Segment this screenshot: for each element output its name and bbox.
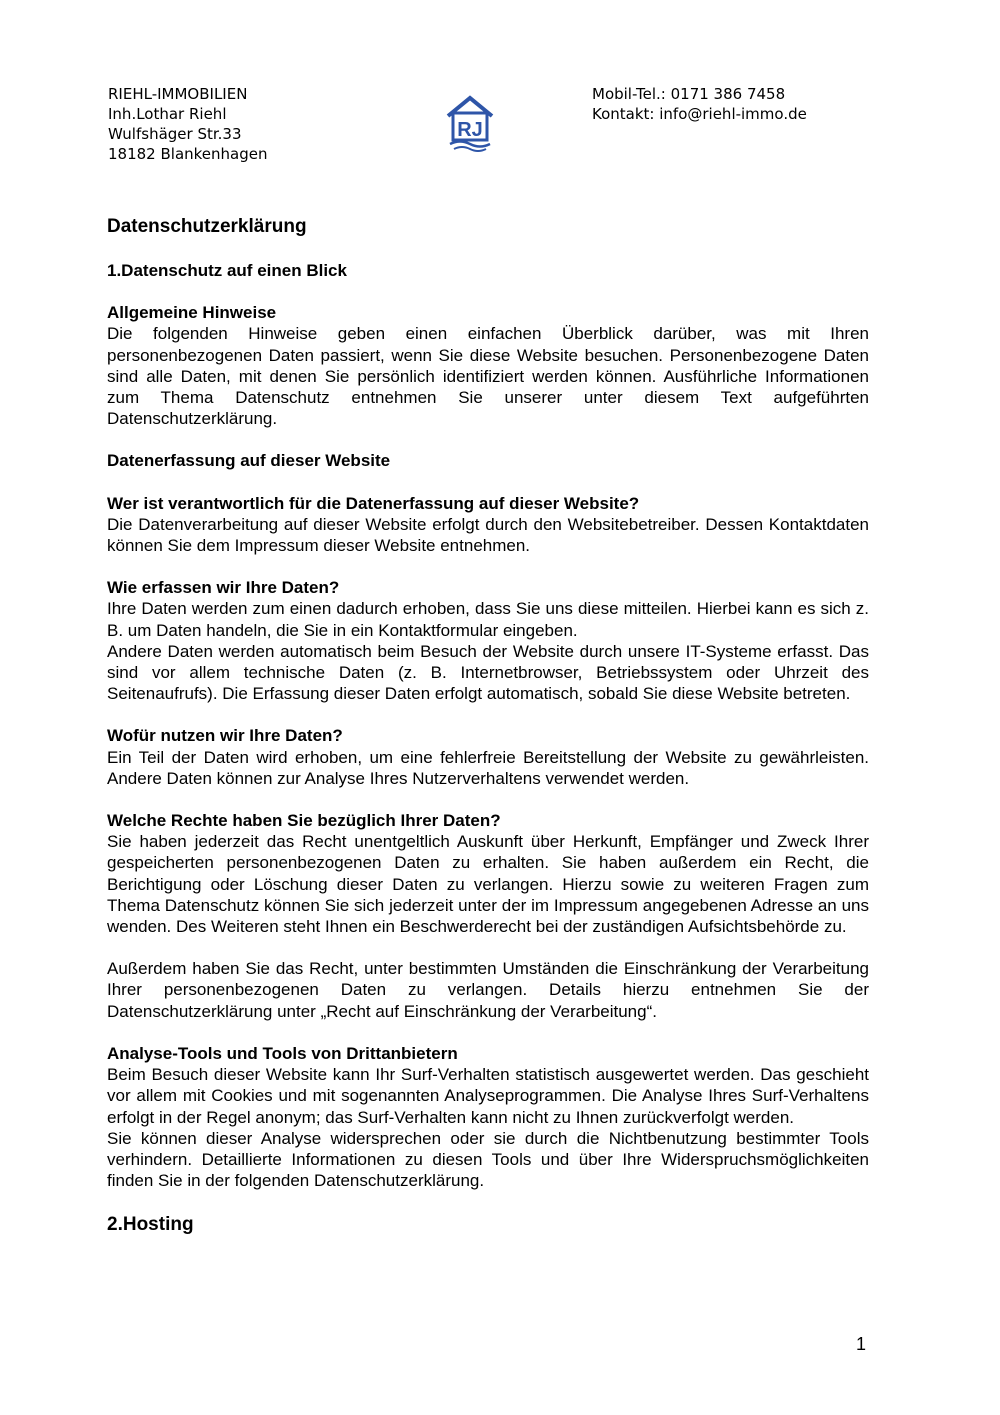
contact-email: Kontakt: info@riehl-immo.de <box>592 105 807 123</box>
section-heading-2: 2.Hosting <box>107 1214 194 1236</box>
company-logo <box>444 94 496 154</box>
paragraph-wie-erfassen-2: Andere Daten werden automatisch beim Besuch der Website durch unsere IT-Systeme erfasst. Das sind vor allem technische Daten (z. B. Internetbrowser, Betriebssystem oder Uhrzeit des Seitenaufrufs). Die Erfassung dieser Daten erfolgt automatisch, sobald Sie diese Website betreten. <box>107 641 869 704</box>
document-title: Datenschutzerklärung <box>107 216 307 237</box>
heading-datenerfassung: Datenerfassung auf dieser Website <box>107 451 391 471</box>
section-heading-1: 1.Datenschutz auf einen Blick <box>107 261 347 280</box>
paragraph-rechte-2: Außerdem haben Sie das Recht, unter bestimmten Umständen die Einschränkung der Verarbeitung Ihrer personenbezogenen Daten zu verlangen. Details hierzu entnehmen Sie der Datenschutzerklärung unter „Recht auf Einschränkung der Verarbeitung“. <box>107 959 869 1021</box>
paragraph-wie-erfassen-1: Ihre Daten werden zum einen dadurch erhoben, dass Sie uns diese mitteilen. Hierbei kann es sich z. B. um Daten handeln, die Sie in ein Kontaktformular eingeben. <box>107 599 869 640</box>
heading-verantwortlich: Wer ist verantwortlich für die Datenerfassung auf dieser Website? <box>107 493 640 513</box>
heading-allgemeine-hinweise: Allgemeine Hinweise <box>107 303 277 323</box>
phone-number: Mobil-Tel.: 0171 386 7458 <box>592 85 786 103</box>
contact-block <box>592 84 807 124</box>
heading-rechte: Welche Rechte haben Sie bezüglich Ihrer Daten? <box>107 811 501 831</box>
paragraph-rechte-1: Sie haben jederzeit das Recht unentgeltlich Auskunft über Herkunft, Empfänger und Zweck Ihrer gespeicherten personenbezogenen Daten zu erhalten. Sie haben außerdem ein Recht, die Berichtigung oder Löschung dieser Daten zu verlangen. Hierzu sowie zu weiteren Fragen zum Thema Datenschutz können Sie sich jederzeit unter der im Impressum angegebenen Adresse an uns wenden. Des Weiteren steht Ihnen ein Beschwerderecht bei der zuständigen Aufsichtsbehörde zu. <box>107 832 869 937</box>
owner-name: Inh.Lothar Riehl <box>108 105 227 123</box>
logo-lettering: RJ <box>457 119 483 141</box>
heading-wie-erfassen: Wie erfassen wir Ihre Daten? <box>107 578 340 598</box>
document-body <box>107 215 869 1237</box>
company-name: RIEHL-IMMOBILIEN <box>108 85 248 103</box>
city-address: 18182 Blankenhagen <box>108 145 268 163</box>
heading-analyse-tools: Analyse-Tools und Tools von Drittanbietern <box>107 1043 458 1063</box>
paragraph-verantwortlich: Die Datenverarbeitung auf dieser Website erfolgt durch den Websitebetreiber. Dessen Kontaktdaten können Sie dem Impressum dieser Website entnehmen. <box>107 514 869 556</box>
paragraph-wofuer: Ein Teil der Daten wird erhoben, um eine fehlerfreie Bereitstellung der Website zu gewährleisten. Andere Daten können zur Analyse Ihres Nutzerverhaltens verwendet werden. <box>107 747 869 788</box>
street-address: Wulfshäger Str.33 <box>108 125 242 143</box>
paragraph-allgemeine-hinweise: Die folgenden Hinweise geben einen einfachen Überblick darüber, was mit Ihren personenbezogenen Daten passiert, wenn Sie diese Website besuchen. Personenbezogene Daten sind alle Daten, mit denen Sie persönlich identifiziert werden können. Ausführliche Informationen zum Thema Datenschutz entnehmen Sie unserer unter diesem Text aufgeführten Datenschutzerklärung. <box>107 324 869 429</box>
page-number: 1 <box>856 1334 867 1354</box>
heading-wofuer: Wofür nutzen wir Ihre Daten? <box>107 726 343 746</box>
paragraph-analyse-2: Sie können dieser Analyse widersprechen oder sie durch die Nichtbenutzung bestimmter Tools verhindern. Detaillierte Informationen zu diesen Tools und über Ihre Widerspruchsmöglichkeiten finden Sie in der folgenden Datenschutzerklärung. <box>107 1128 869 1191</box>
sender-address <box>108 84 268 164</box>
paragraph-analyse-1: Beim Besuch dieser Website kann Ihr Surf-Verhalten statistisch ausgewertet werden. Das geschieht vor allem mit Cookies und mit sogenannten Analyseprogrammen. Die Analyse Ihres Surf-Verhaltens erfolgt in der Regel anonym; das Surf-Verhalten kann nicht zu Ihnen zurückverfolgt werden. <box>107 1065 869 1127</box>
